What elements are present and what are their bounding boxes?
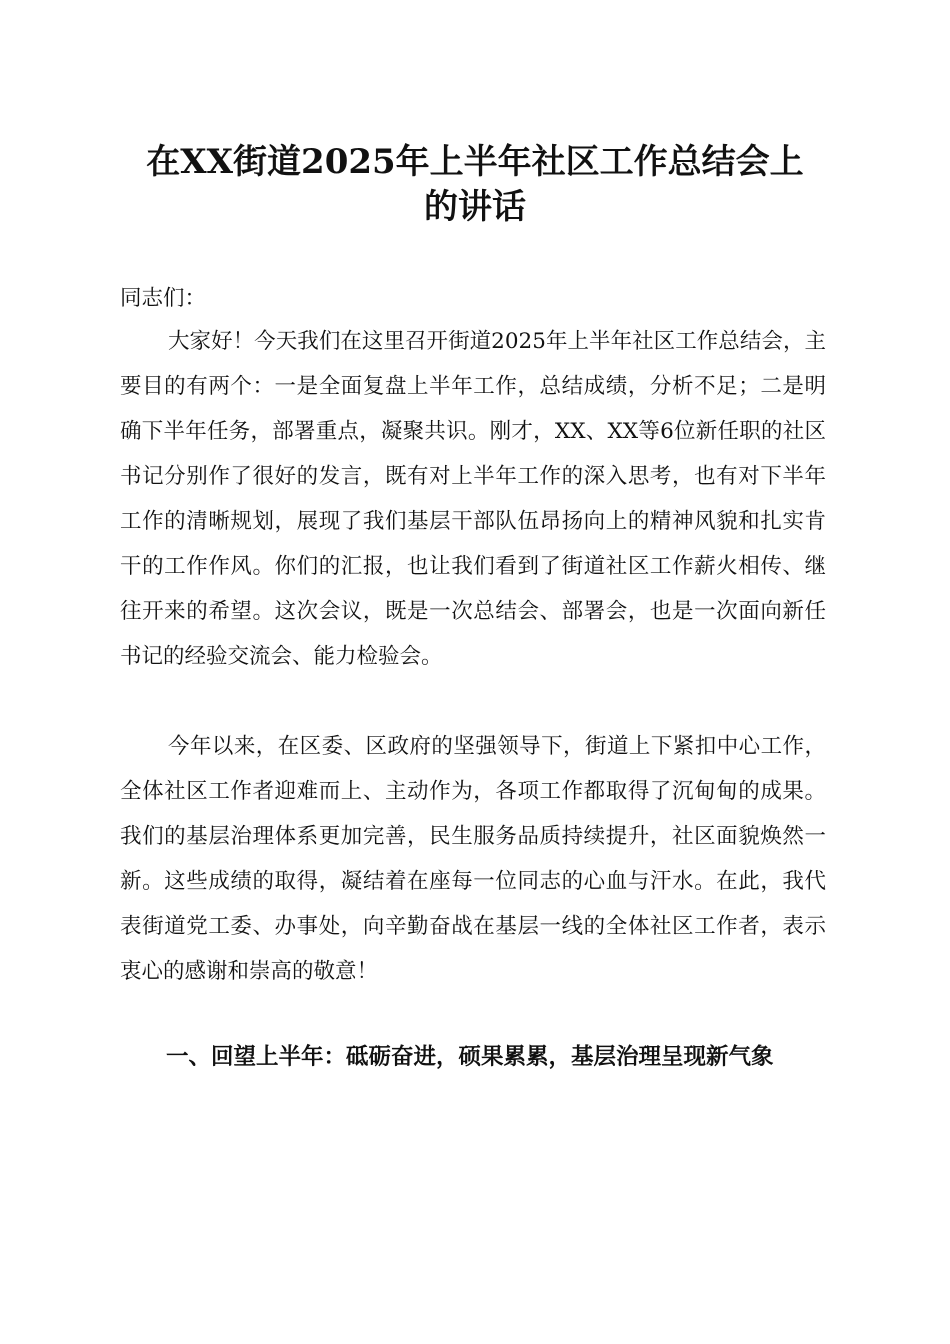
body-paragraph-opening: 大家好！今天我们在这里召开街道2025年上半年社区工作总结会，主要目的有两个：一是全面复盘上半年工作，总结成绩，分析不足；二是明确下半年任务，部署重点，凝聚共识。刚才，XX、XX等6位新任职的社区书记分别作了很好的发言，既有对上半年工作的深入思考，也有对下半年工作的清晰规划，展现了我们基层干部队伍昂扬向上的精神风貌和扎实肯干的工作作风。你们的汇报，也让我们看到了街道社区工作薪火相传、继往开来的希望。这次会议，既是一次总结会、部署会，也是一次面向新任书记的经验交流会、能力检验会。 (120, 329, 826, 669)
body-paragraph-achievements: 今年以来，在区委、区政府的坚强领导下，街道上下紧扣中心工作，全体社区工作者迎难而上、主动作为，各项工作都取得了沉甸甸的成果。我们的基层治理体系更加完善，民生服务品质持续提升，社区面貌焕然一新。这些成绩的取得，凝结着在座每一位同志的心血与汗水。在此，我代表街道党工委、办事处，向辛勤奋战在基层一线的全体社区工作者，表示衷心的感谢和崇高的敬意！ (120, 734, 826, 984)
document-title-continued: 的讲话 (424, 187, 526, 227)
section-heading: 一、回望上半年：砥砺奋进，硕果累累，基层治理呈现新气象 (166, 1044, 774, 1070)
document-title: 在XX街道2025年上半年社区工作总结会上 (146, 142, 804, 182)
salutation: 同志们： (120, 286, 207, 311)
